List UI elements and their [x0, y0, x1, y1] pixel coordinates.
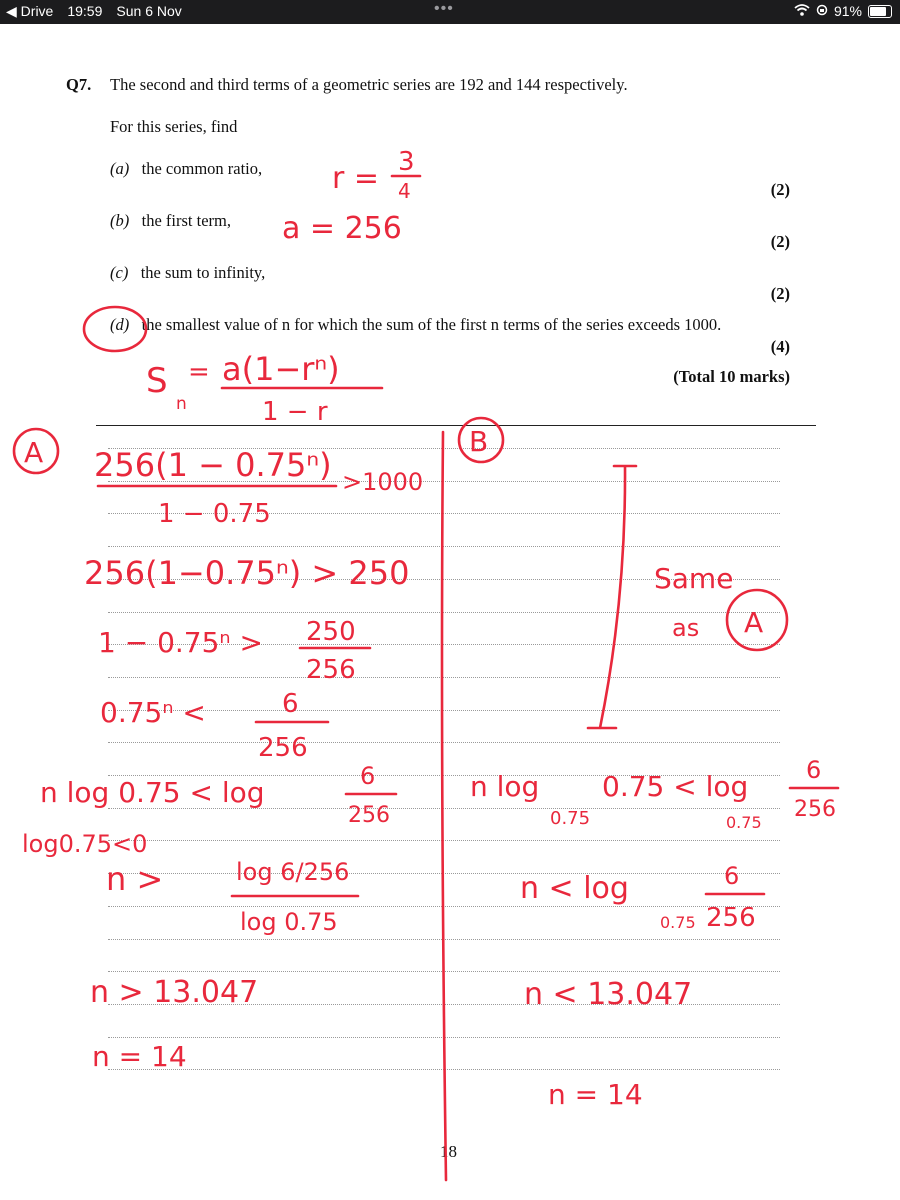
hw-first-term: a = 256 — [282, 211, 402, 246]
part-label: (b) — [110, 211, 130, 230]
hw-a-line5-num: 6 — [360, 762, 376, 790]
part-text: the sum to infinity, — [140, 263, 266, 282]
hw-ratio-numerator: 3 — [398, 147, 415, 177]
part-a-marks: (2) — [770, 180, 790, 199]
hw-a-line6-den: log 0.75 — [240, 908, 338, 936]
page-number: 18 — [440, 1142, 457, 1161]
hw-a-line7: n > 13.047 — [90, 975, 259, 1010]
back-arrow-icon: ◀ — [6, 3, 17, 19]
hw-a-line1-rhs: >1000 — [342, 468, 424, 496]
hw-a-line4-lhs: 0.75ⁿ < — [100, 696, 206, 729]
part-b-marks: (2) — [770, 232, 790, 251]
hw-b-line1: n log — [470, 770, 540, 803]
hw-same-bracket — [588, 466, 636, 728]
hw-a-line5: n log 0.75 < log — [40, 776, 265, 809]
hw-b-line2: n < log — [520, 871, 629, 906]
hw-b-line2-sub: 0.75 — [660, 913, 696, 932]
question-instruction: For this series, find — [110, 117, 238, 136]
battery-percent: 91% — [833, 3, 862, 19]
hw-b-as: as — [672, 614, 700, 642]
hw-sn-subscript: n — [176, 394, 187, 414]
hw-a-note: log0.75<0 — [22, 830, 148, 858]
hw-a-line1-den: 1 − 0.75 — [158, 499, 271, 529]
part-text: the first term, — [141, 211, 231, 230]
hw-b-line4: n = 14 — [548, 1078, 643, 1111]
hw-a-line4-num: 6 — [282, 689, 299, 719]
hw-a-line3-num: 250 — [306, 617, 356, 647]
part-label: (d) — [110, 315, 130, 334]
hw-b-ref-a: A — [744, 606, 764, 639]
multitasking-dots-icon[interactable]: ••• — [434, 0, 454, 17]
part-d-marks: (4) — [770, 337, 790, 356]
part-c-marks: (2) — [770, 284, 790, 303]
hw-a-line3-lhs: 1 − 0.75ⁿ > — [98, 626, 263, 659]
hw-a-line6-num: log 6/256 — [236, 858, 350, 886]
hw-b-line1-b: 0.75 < log — [602, 770, 749, 803]
hw-b-line1-sub: 0.75 — [550, 808, 591, 829]
back-label: Drive — [20, 3, 54, 19]
question-number: Q7. — [66, 75, 92, 94]
hw-sn-equals: = — [188, 357, 210, 387]
hw-a-line8: n = 14 — [92, 1040, 187, 1073]
hw-b-line1-num: 6 — [806, 756, 822, 784]
status-time: 19:59 — [67, 3, 103, 19]
hw-b-line2-den: 256 — [706, 903, 756, 933]
hw-a-line3-den: 256 — [306, 655, 356, 685]
hw-vertical-divider — [442, 432, 446, 1180]
hw-b-line1-sub2: 0.75 — [726, 813, 762, 832]
hw-a-line4-den: 256 — [258, 733, 308, 763]
hw-b-line2-num: 6 — [724, 862, 740, 890]
hw-ratio: r = — [332, 161, 380, 196]
total-marks: (Total 10 marks) — [673, 367, 790, 386]
question-stem: The second and third terms of a geometric series are 192 and 144 respectively. — [110, 75, 628, 94]
hw-circle-part-d — [84, 307, 146, 351]
hw-a-line5-den: 256 — [348, 803, 390, 828]
hw-b-same: Same — [654, 562, 734, 595]
hw-sn: S — [146, 361, 168, 401]
hw-b-line1-den: 256 — [794, 797, 836, 822]
part-text: the common ratio, — [141, 159, 263, 178]
hw-a-line6-lhs: n > — [106, 860, 164, 898]
hw-a-line2: 256(1−0.75ⁿ) > 250 — [84, 554, 410, 592]
part-label: (c) — [110, 263, 129, 282]
hw-ratio-denominator: 4 — [398, 179, 411, 203]
part-text: the smallest value of n for which the sum of the first n terms of the series exceeds 1000. — [141, 315, 722, 334]
hw-sn-denominator: 1 − r — [262, 397, 328, 427]
hw-a-line1-num: 256(1 − 0.75ⁿ) — [94, 446, 332, 484]
hw-label-b: B — [469, 425, 489, 458]
hw-label-a: A — [24, 436, 44, 469]
status-date: Sun 6 Nov — [116, 3, 182, 19]
hw-sn-numerator: a(1−rⁿ) — [222, 350, 340, 388]
hw-b-line3: n < 13.047 — [524, 977, 693, 1012]
part-label: (a) — [110, 159, 130, 178]
